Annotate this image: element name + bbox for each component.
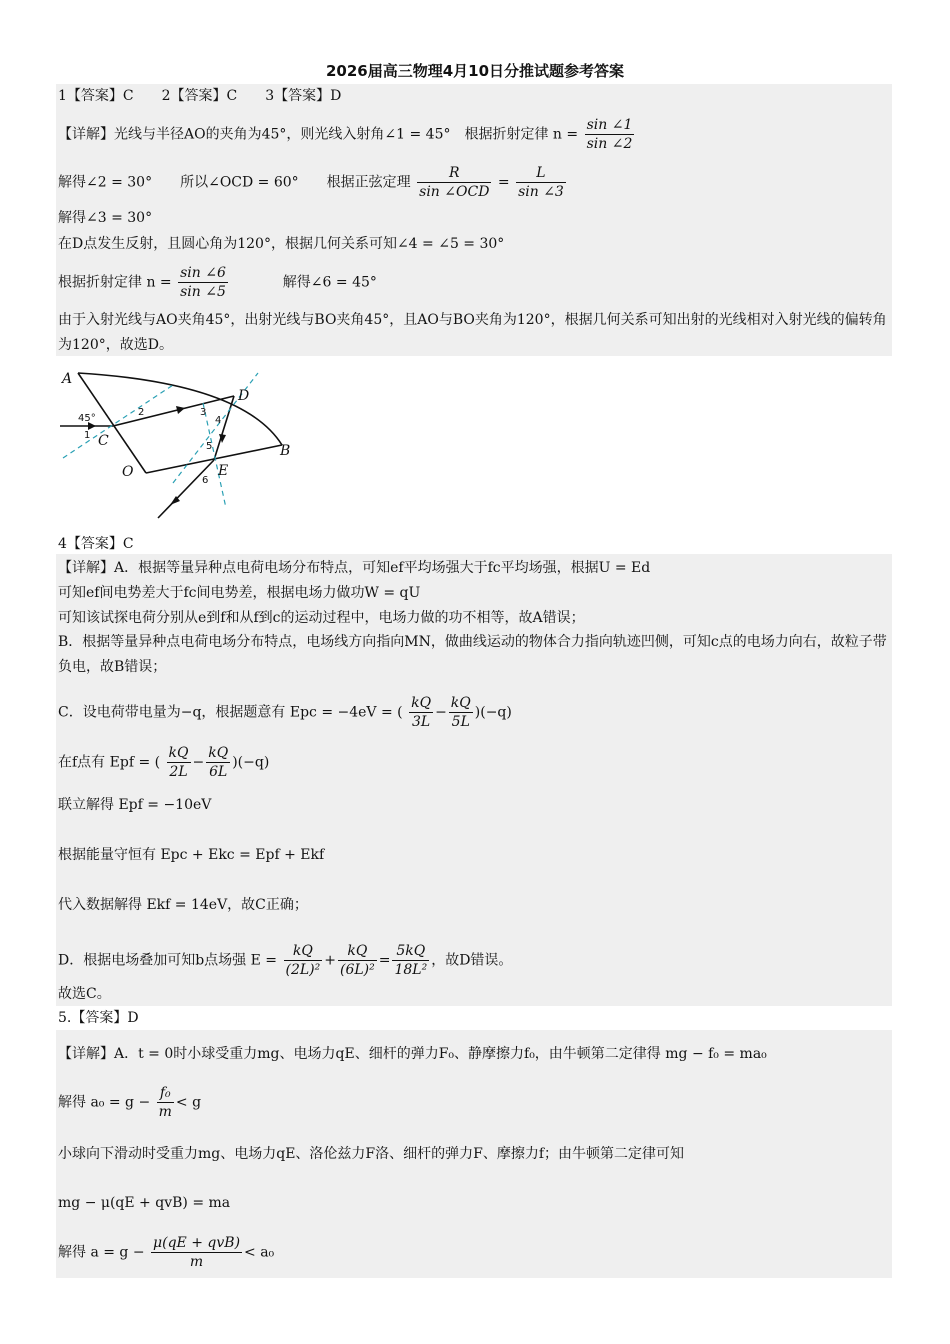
q5-line-3: 小球向下滑动时受重力mg、电场力qE、洛伦兹力F洛、细杆的弹力F、摩擦力f；由牛顿第二定律可知 xyxy=(58,1146,685,1162)
reflected-ray xyxy=(214,396,234,460)
q4-line-a2: 可知ef间电势差大于fc间电势差，根据电场力做功W = qU xyxy=(58,585,421,601)
fraction: $\frac{kQ}{6L}$ xyxy=(208,745,229,780)
answer-5: 5.【答案】D xyxy=(58,1010,139,1026)
fraction: $\frac{kQ}{\text{(6L)²}}$ xyxy=(339,943,375,978)
explain-line-5: 根据折射定律 n = $\frac{\sin \angle 6}{\sin \angle 5}$ 解得∠6 = 45° xyxy=(58,265,377,300)
q5-line-2: 解得 a₀ = g − $\frac{\text{f₀}}{m}$ < g xyxy=(58,1085,202,1120)
label-3: 3 xyxy=(200,407,207,418)
fraction: $\frac{kQ}{3L}$ xyxy=(411,695,432,730)
fraction: $\frac{\sin \angle 6}{\sin \angle 5}$ xyxy=(180,265,226,300)
q4-line-c1: C．设电荷带电量为−q，根据题意有 Epc = −4eV = ( $\frac{kQ}{3L}$ − $\frac{kQ}{5L}$ )(−q) xyxy=(58,695,512,730)
q4-line-b1: B．根据等量异种点电荷电场分布特点，电场线方向指向MN，做曲线运动的物体合力指向轨迹凹侧，可知c点的电场力向右，故粒子带负电，故B错误； xyxy=(58,634,887,675)
fraction: $\frac{\sin \angle 1}{\sin \angle 2}$ xyxy=(586,117,633,152)
fraction: $\frac{kQ}{2L}$ xyxy=(168,745,189,780)
label-E: E xyxy=(218,463,229,479)
q4-line-a3: 可知该试探电荷分别从e到f和从f到c的运动过程中，电场力做的功不相等，故A错误； xyxy=(58,610,585,626)
explain-line-4: 在D点发生反射，且圆心角为120°，根据几何关系可知∠4 = ∠5 = 30° xyxy=(58,236,505,252)
arrow-refracted xyxy=(176,406,185,414)
label-O: O xyxy=(122,464,134,480)
label-C: C xyxy=(98,433,109,449)
fraction: $\frac{L}{\sin \angle 3}$ xyxy=(518,165,564,200)
q5-line-1: 【详解】A．t = 0时小球受重力mg、电场力qE、细杆的弹力F₀、静摩擦力f₀，由牛顿第二定律得 mg − f₀ = ma₀ xyxy=(58,1046,767,1062)
fraction: $\frac{R}{\text{sin ∠OCD}}$ xyxy=(419,165,490,200)
answers-1-3: 1【答案】C 2【答案】C 3【答案】D xyxy=(58,88,342,104)
q4-line-a1: 【详解】A．根据等量异种点电荷电场分布特点，可知ef平均场强大于fc平均场强，根据U = Ed xyxy=(58,560,651,576)
label-5: 5 xyxy=(206,441,213,452)
fraction: $\frac{\text{f₀}}{m}$ xyxy=(158,1085,172,1120)
label-6: 6 xyxy=(202,475,209,486)
explain-line-6: 由于入射光线与AO夹角45°，出射光线与BO夹角45°，且AO与BO夹角为120°，根据几何关系可知出射的光线相对入射光线的偏转角为120°，故选D。 xyxy=(58,312,887,353)
label-4: 4 xyxy=(215,415,222,426)
q4-line-d1: D．根据电场叠加可知b点场强 E = $\frac{kQ}{\text{(2L)²}}$ + $\frac{kQ}{\text{(6L)²}}$ = $\frac{5kQ}{\text{18L²}}$ ，故D错误。 xyxy=(58,943,513,978)
optics-diagram xyxy=(58,363,318,523)
fraction: $\frac{\text{μ(qE + qvB)}}{m}$ xyxy=(153,1235,241,1270)
label-2: 2 xyxy=(138,407,145,418)
label-A: A xyxy=(62,371,73,387)
explain-line-3: 解得∠3 = 30° xyxy=(58,210,153,226)
explain-line-1: 【详解】光线与半径AO的夹角为45°，则光线入射角∠1 = 45° 根据折射定律 n = $\frac{\sin \angle 1}{\sin \angle 2}$ xyxy=(58,117,633,152)
label-D: D xyxy=(238,388,250,404)
page-title: 2026届高三物理4月10日分推试题参考答案 xyxy=(325,62,625,80)
fraction: $\frac{5kQ}{\text{18L²}}$ xyxy=(394,943,428,978)
fraction: $\frac{kQ}{\text{(2L)²}}$ xyxy=(285,943,321,978)
q5-line-4: mg − μ(qE + qvB) = ma xyxy=(58,1195,231,1211)
q5-line-5: 解得 a = g − $\frac{\text{μ(qE + qvB)}}{m}$ < a₀ xyxy=(58,1235,275,1270)
label-45: 45° xyxy=(78,413,96,424)
q4-line-c2: 在f点有 Epf = ( $\frac{kQ}{2L}$ − $\frac{kQ}{6L}$ )(−q) xyxy=(58,745,270,780)
label-1: 1 xyxy=(84,430,91,441)
fraction: $\frac{kQ}{5L}$ xyxy=(450,695,471,730)
q4-line-c4: 根据能量守恒有 Epc + Ekc = Epf + Ekf xyxy=(58,847,325,863)
explain-line-2: 解得∠2 = 30° 所以∠OCD = 60° 根据正弦定理 $\frac{R}{\text{sin ∠OCD}}$ = $\frac{L}{\sin \angle 3}$ xyxy=(58,165,564,200)
q4-line-c3: 联立解得 Epf = −10eV xyxy=(58,797,212,813)
answer-4: 4【答案】C xyxy=(58,536,134,552)
q4-line-c5: 代入数据解得 Ekf = 14eV，故C正确； xyxy=(58,897,308,913)
label-B: B xyxy=(280,443,291,459)
q4-line-end: 故选C。 xyxy=(58,986,111,1002)
